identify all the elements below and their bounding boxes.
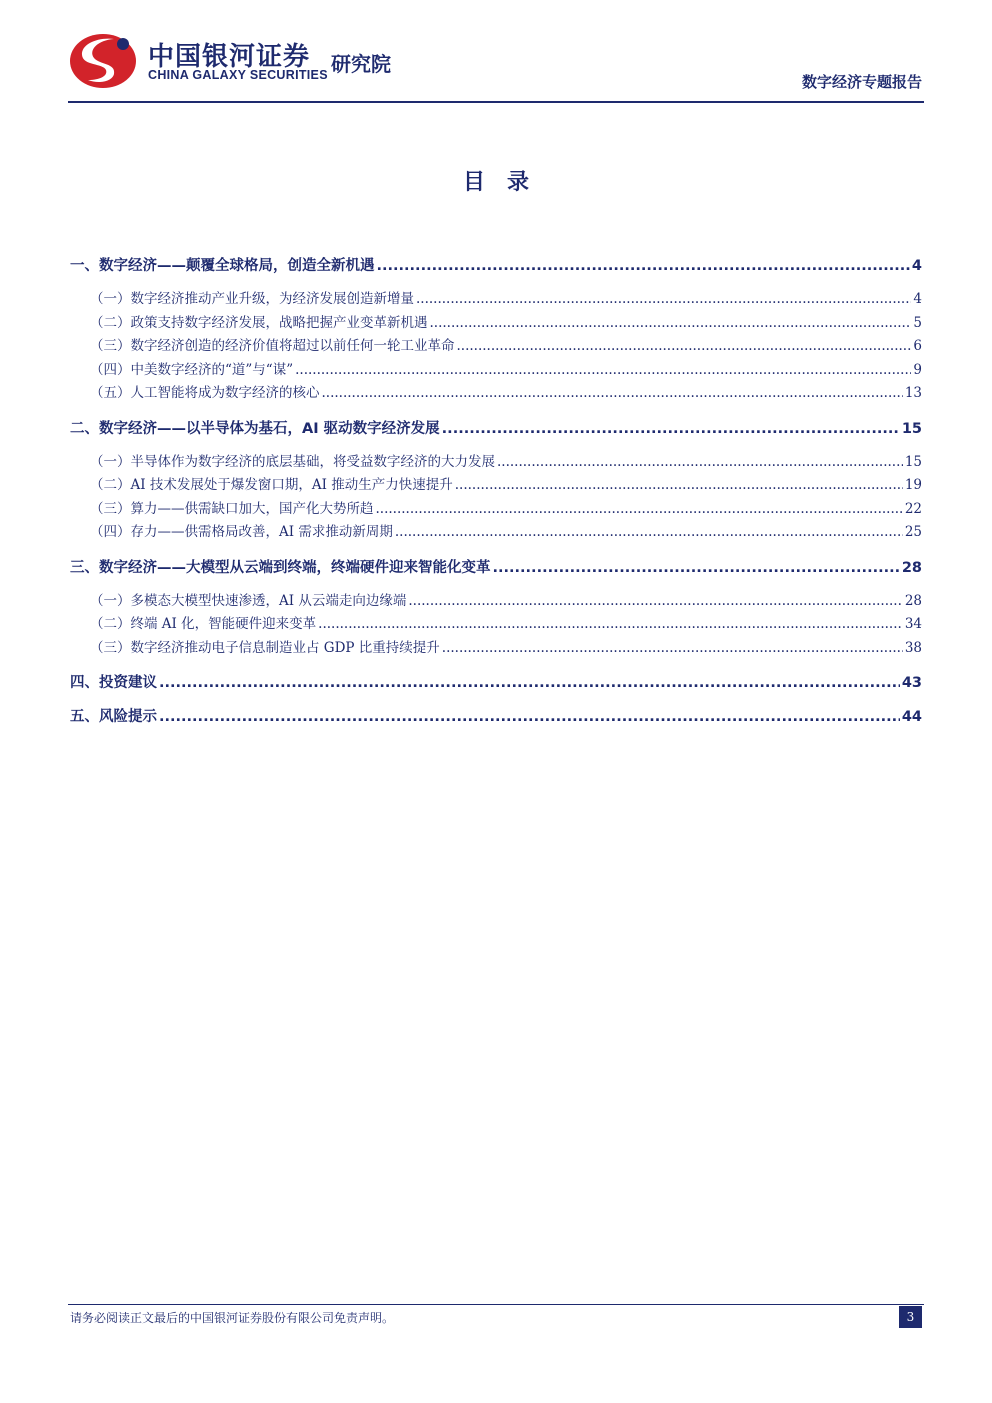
toc-entry-page: 38	[904, 639, 922, 656]
toc-leader-dots	[455, 474, 903, 498]
toc-entry-page: 44	[901, 709, 922, 725]
toc-subsection[interactable]	[70, 521, 922, 545]
toc-entry-page: 34	[904, 616, 922, 632]
toc-entry-title: （五）人工智能将成为数字经济的核心	[90, 385, 320, 401]
toc-entry-page: 6	[913, 338, 922, 354]
toc-entry-page: 19	[904, 477, 922, 493]
toc-subsection[interactable]	[70, 288, 922, 312]
toc-leader-dots	[497, 451, 903, 475]
toc-subsection[interactable]	[70, 451, 922, 475]
toc-section[interactable]	[70, 255, 922, 277]
toc-entry-title: 五、风险提示	[70, 709, 157, 725]
toc-entry-title: 一、数字经济——颠覆全球格局，创造全新机遇	[70, 258, 375, 274]
toc-entry-title: （三）算力——供需缺口加大，国产化大势所趋	[90, 500, 374, 517]
toc-entry-title: （四）存力——供需格局改善，AI 需求推动新周期	[90, 524, 393, 540]
brand-name-en: CHINA GALAXY SECURITIES	[148, 68, 328, 82]
toc-entry-title: （二）AI 技术发展处于爆发窗口期，AI 推动生产力快速提升	[90, 477, 453, 493]
galaxy-logo-icon	[68, 30, 138, 90]
toc-leader-dots	[442, 637, 903, 661]
toc-leader-dots	[322, 382, 903, 406]
page-number: 3	[899, 1306, 922, 1328]
toc-entry-page: 4	[911, 258, 922, 274]
toc-section[interactable]	[70, 706, 922, 728]
toc-leader-dots	[493, 557, 900, 579]
header-divider	[68, 101, 924, 103]
toc-leader-dots	[318, 613, 903, 637]
table-of-contents	[70, 255, 922, 728]
toc-entry-page: 22	[904, 500, 922, 517]
footer-divider	[68, 1304, 924, 1305]
toc-entry-title: （一）多模态大模型快速渗透，AI 从云端走向边缘端	[90, 592, 407, 609]
page-header	[0, 0, 992, 105]
toc-section[interactable]	[70, 672, 922, 694]
toc-entry-page: 25	[904, 524, 922, 540]
toc-entry-page: 15	[904, 453, 922, 470]
toc-section[interactable]	[70, 557, 922, 579]
institute-label: 研究院	[331, 52, 391, 76]
toc-entry-page: 15	[901, 420, 922, 437]
toc-leader-dots	[159, 672, 900, 694]
brand-name-cn: 中国银河证券	[148, 42, 311, 72]
toc-leader-dots	[442, 418, 900, 440]
toc-leader-dots	[416, 288, 911, 312]
toc-leader-dots	[376, 498, 903, 522]
toc-entry-title: （二）终端 AI 化，智能硬件迎来变革	[90, 616, 317, 632]
toc-subsection[interactable]	[70, 359, 922, 383]
toc-entry-page: 9	[913, 361, 922, 378]
toc-subsection[interactable]	[70, 637, 922, 661]
footer-disclaimer: 请务必阅读正文最后的中国银河证券股份有限公司免责声明。	[70, 1311, 395, 1325]
toc-entry-page: 5	[913, 314, 922, 331]
toc-subsection[interactable]	[70, 613, 922, 637]
toc-entry-title: 二、数字经济——以半导体为基石，AI 驱动数字经济发展	[70, 420, 440, 437]
toc-subsection[interactable]	[70, 498, 922, 522]
toc-entry-title: 三、数字经济——大模型从云端到终端，终端硬件迎来智能化变革	[70, 559, 491, 576]
toc-subsection[interactable]	[70, 335, 922, 359]
toc-entry-title: （一）数字经济推动产业升级，为经济发展创造新增量	[90, 291, 414, 307]
toc-entry-title: 四、投资建议	[70, 675, 157, 691]
toc-leader-dots	[457, 335, 912, 359]
toc-entry-title: （四）中美数字经济的“道”与“谋”	[90, 361, 294, 378]
toc-leader-dots	[408, 590, 902, 614]
toc-subsection[interactable]	[70, 382, 922, 406]
toc-leader-dots	[395, 521, 903, 545]
toc-entry-title: （二）政策支持数字经济发展，战略把握产业变革新机遇	[90, 314, 428, 331]
toc-subsection[interactable]	[70, 474, 922, 498]
toc-leader-dots	[377, 255, 910, 277]
toc-subsection[interactable]	[70, 590, 922, 614]
toc-entry-title: （三）数字经济推动电子信息制造业占 GDP 比重持续提升	[90, 639, 440, 656]
toc-entry-title: （一）半导体作为数字经济的底层基础，将受益数字经济的大力发展	[90, 453, 495, 470]
toc-leader-dots	[159, 706, 900, 728]
toc-entry-page: 13	[904, 385, 922, 401]
toc-entry-page: 28	[904, 592, 922, 609]
toc-title: 目录	[462, 170, 551, 195]
toc-subsection[interactable]	[70, 312, 922, 336]
toc-entry-page: 4	[913, 291, 922, 307]
toc-entry-title: （三）数字经济创造的经济价值将超过以前任何一轮工业革命	[90, 338, 455, 354]
toc-section[interactable]	[70, 418, 922, 440]
toc-leader-dots	[295, 359, 911, 383]
toc-entry-page: 43	[901, 675, 922, 691]
report-type-label: 数字经济专题报告	[801, 73, 922, 91]
toc-entry-page: 28	[901, 559, 922, 576]
toc-leader-dots	[430, 312, 912, 336]
